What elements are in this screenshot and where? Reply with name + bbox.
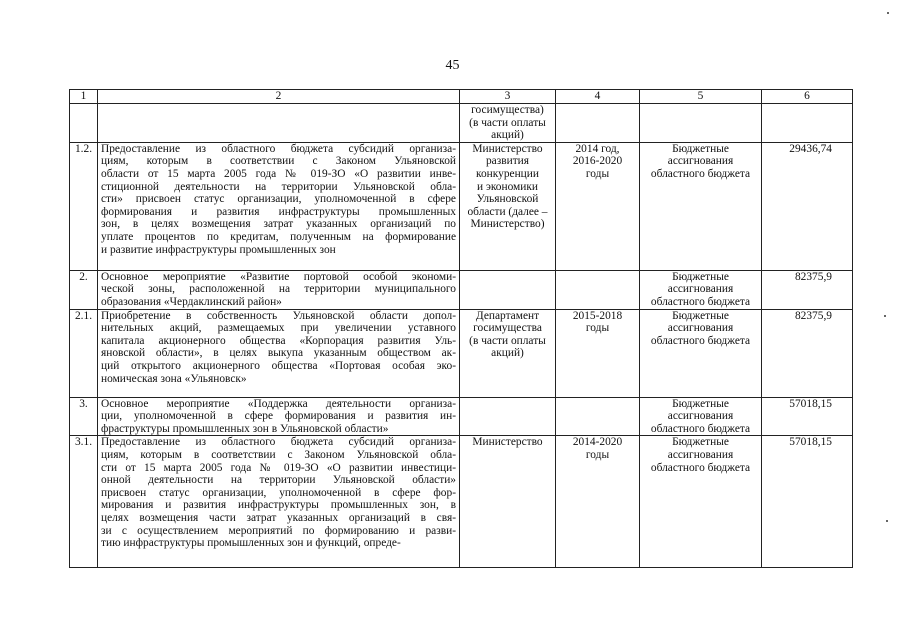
- executor-line: конкуренции: [476, 167, 539, 180]
- executor-line: госимущества: [473, 322, 542, 335]
- funding-source-line: областного бюджета: [650, 334, 751, 347]
- column-header-6: 6: [762, 90, 853, 104]
- description-cell: [98, 397, 460, 436]
- term-line: 2016-2020: [572, 155, 623, 168]
- amount-cell: [762, 309, 853, 397]
- funding-source-cell: [640, 270, 762, 309]
- scan-speck: [886, 520, 888, 522]
- column-header-1: 1: [70, 90, 98, 104]
- page-number: 45: [445, 58, 460, 73]
- description-line: циям, которым в соответствии с Законом Ульяновской обла-: [101, 448, 456, 461]
- funding-source-line: областного бюджета: [650, 295, 751, 308]
- row-number: 1.2.: [74, 142, 93, 155]
- scan-speck: [884, 315, 886, 317]
- executor-line: развития: [485, 155, 530, 168]
- executor-line: и экономики: [477, 180, 538, 193]
- description-line: Основное мероприятие «Поддержка деятельности организа-: [101, 397, 456, 410]
- executor-line: (в части оплаты: [469, 116, 546, 129]
- executor-cell: [460, 104, 556, 143]
- executor-line: Министерство: [472, 142, 543, 155]
- executor-line: акций): [491, 347, 524, 360]
- funding-source-line: ассигнования: [667, 155, 734, 168]
- funding-source-line: Бюджетные: [672, 270, 729, 283]
- description-line: целях возмещения части затрат указанных организаций в свя-: [101, 511, 456, 524]
- description-line: Приобретение в собственность Ульяновской области допол-: [101, 309, 456, 322]
- description-cell: [98, 309, 460, 397]
- description-line: формирования и развития инфраструктуры промышленных: [101, 205, 456, 218]
- description-line: циям, которым в соответствии с Законом Ульяновской: [101, 155, 456, 168]
- funding-source-line: ассигнования: [667, 322, 734, 335]
- description-line: Предоставление из областного бюджета субсидий организа-: [101, 436, 456, 449]
- term-line: годы: [585, 167, 610, 180]
- row-number-cell: [70, 270, 98, 309]
- amount-cell: [762, 104, 853, 143]
- description-line: фраструктуры промышленных зон в Ульяновской области»: [101, 422, 389, 435]
- description-line: образования «Чердаклинский район»: [101, 295, 282, 308]
- description-line: Предоставление из областного бюджета субсидий организа-: [101, 142, 456, 155]
- amount-value: 82375,9: [794, 270, 832, 283]
- description-line: зон, в целях возмещения затрат указанных организаций по: [101, 218, 456, 231]
- description-line: присвоен статус организации, уполномоченной в сфере фор-: [101, 486, 456, 499]
- description-line: сти от 15 марта 2005 года № 019-ЗО «О развитии инвестици-: [101, 461, 456, 474]
- funding-source-line: Бюджетные: [672, 309, 729, 322]
- funding-source-line: ассигнования: [667, 448, 734, 461]
- executor-cell: [460, 397, 556, 436]
- amount-cell: [762, 142, 853, 270]
- executor-line: госимущества): [471, 104, 544, 116]
- table-row: [70, 309, 853, 397]
- description-cell: [98, 142, 460, 270]
- description-line: ций открытого акционерного общества «Портовая особая эко-: [101, 359, 456, 372]
- term-cell: [556, 270, 640, 309]
- executor-line: области (далее –: [467, 205, 548, 218]
- funding-source-cell: [640, 309, 762, 397]
- description-cell: [98, 104, 460, 143]
- amount-value: 29436,74: [789, 142, 832, 155]
- description-line: яновской области», в целях выкупа указанным обществом ак-: [101, 347, 456, 360]
- column-header-5: 5: [640, 90, 762, 104]
- funding-source-line: Бюджетные: [672, 436, 729, 449]
- funding-source-line: областного бюджета: [650, 461, 751, 474]
- funding-source-line: ассигнования: [667, 283, 734, 296]
- executor-line: Министерство: [472, 436, 543, 449]
- funding-source-line: Бюджетные: [672, 397, 729, 410]
- executor-line: Департамент: [475, 309, 540, 322]
- row-number-cell: [70, 309, 98, 397]
- description-line: области от 15 марта 2005 года № 019-ЗО «О развитии инве-: [101, 167, 456, 180]
- description-line: ции, уполномоченной в сфере формирования и развития ин-: [101, 410, 456, 423]
- description-line: тию инфраструктуры промышленных зон и функций, опреде-: [101, 537, 401, 550]
- term-line: 2014 год,: [575, 142, 620, 155]
- term-line: 2015-2018: [572, 309, 623, 322]
- funding-source-cell: [640, 104, 762, 143]
- row-number: 2.: [79, 270, 88, 283]
- table-row: [70, 270, 853, 309]
- table-row: [70, 436, 853, 568]
- executor-line: Ульяновской: [476, 193, 539, 206]
- column-header-3: 3: [460, 90, 556, 104]
- term-cell: [556, 309, 640, 397]
- funding-source-line: ассигнования: [667, 410, 734, 423]
- executor-cell: [460, 142, 556, 270]
- amount-cell: [762, 397, 853, 436]
- term-line: 2014-2020: [572, 436, 623, 449]
- executor-cell: [460, 309, 556, 397]
- amount-cell: [762, 436, 853, 568]
- description-line: нительных акций, размещаемых при увеличении уставного: [101, 322, 456, 335]
- description-line: и развитие инфраструктуры промышленных зон: [101, 243, 336, 256]
- executor-cell: [460, 436, 556, 568]
- term-cell: [556, 142, 640, 270]
- table-row: [70, 397, 853, 436]
- amount-value: 82375,9: [794, 309, 832, 322]
- description-line: онной деятельности на территории Ульяновской области»: [101, 474, 456, 487]
- funding-source-line: Бюджетные: [672, 142, 729, 155]
- row-number-cell: [70, 397, 98, 436]
- description-line: номическая зона «Ульяновск»: [101, 372, 247, 385]
- executor-cell: [460, 270, 556, 309]
- amount-value: 57018,15: [789, 436, 832, 449]
- table-row: [70, 142, 853, 270]
- table-row: [70, 104, 853, 143]
- funding-source-line: областного бюджета: [650, 422, 751, 435]
- term-line: годы: [585, 448, 610, 461]
- executor-line: (в части оплаты: [469, 334, 546, 347]
- funding-source-cell: [640, 142, 762, 270]
- scan-speck: [887, 12, 889, 14]
- amount-value: 57018,15: [789, 397, 832, 410]
- description-line: мирования и развития инфраструктуры промышленных зон, в: [101, 499, 456, 512]
- amount-cell: [762, 270, 853, 309]
- description-cell: [98, 436, 460, 568]
- funding-source-cell: [640, 397, 762, 436]
- column-header-4: 4: [556, 90, 640, 104]
- column-number-row: [70, 90, 853, 104]
- description-line: Основное мероприятие «Развитие портовой особой экономи-: [101, 270, 456, 283]
- row-number-cell: [70, 436, 98, 568]
- executor-line: Министерство): [470, 218, 545, 231]
- description-line: ческой зоны, расположенной на территории муниципального: [101, 283, 456, 296]
- description-cell: [98, 270, 460, 309]
- executor-line: акций): [491, 129, 524, 142]
- budget-table: [69, 89, 853, 568]
- row-number: 3.: [79, 397, 88, 410]
- row-number: 3.1.: [74, 436, 93, 449]
- term-cell: [556, 397, 640, 436]
- term-line: годы: [585, 322, 610, 335]
- description-line: капитала акционерного общества «Корпорация развития Уль-: [101, 334, 456, 347]
- description-line: стиционной деятельности на территории Ульяновской обла-: [101, 180, 456, 193]
- description-line: уплате процентов по кредитам, полученным на формирование: [101, 230, 456, 243]
- row-number: 2.1.: [74, 309, 93, 322]
- row-number-cell: [70, 142, 98, 270]
- column-header-2: 2: [98, 90, 460, 104]
- description-line: зи с осуществлением мероприятий по формированию и разви-: [101, 524, 456, 537]
- funding-source-cell: [640, 436, 762, 568]
- term-cell: [556, 104, 640, 143]
- description-line: сти» присвоен статус организации, уполномоченной в сфере: [101, 193, 456, 206]
- funding-source-line: областного бюджета: [650, 167, 751, 180]
- row-number-cell: [70, 104, 98, 143]
- term-cell: [556, 436, 640, 568]
